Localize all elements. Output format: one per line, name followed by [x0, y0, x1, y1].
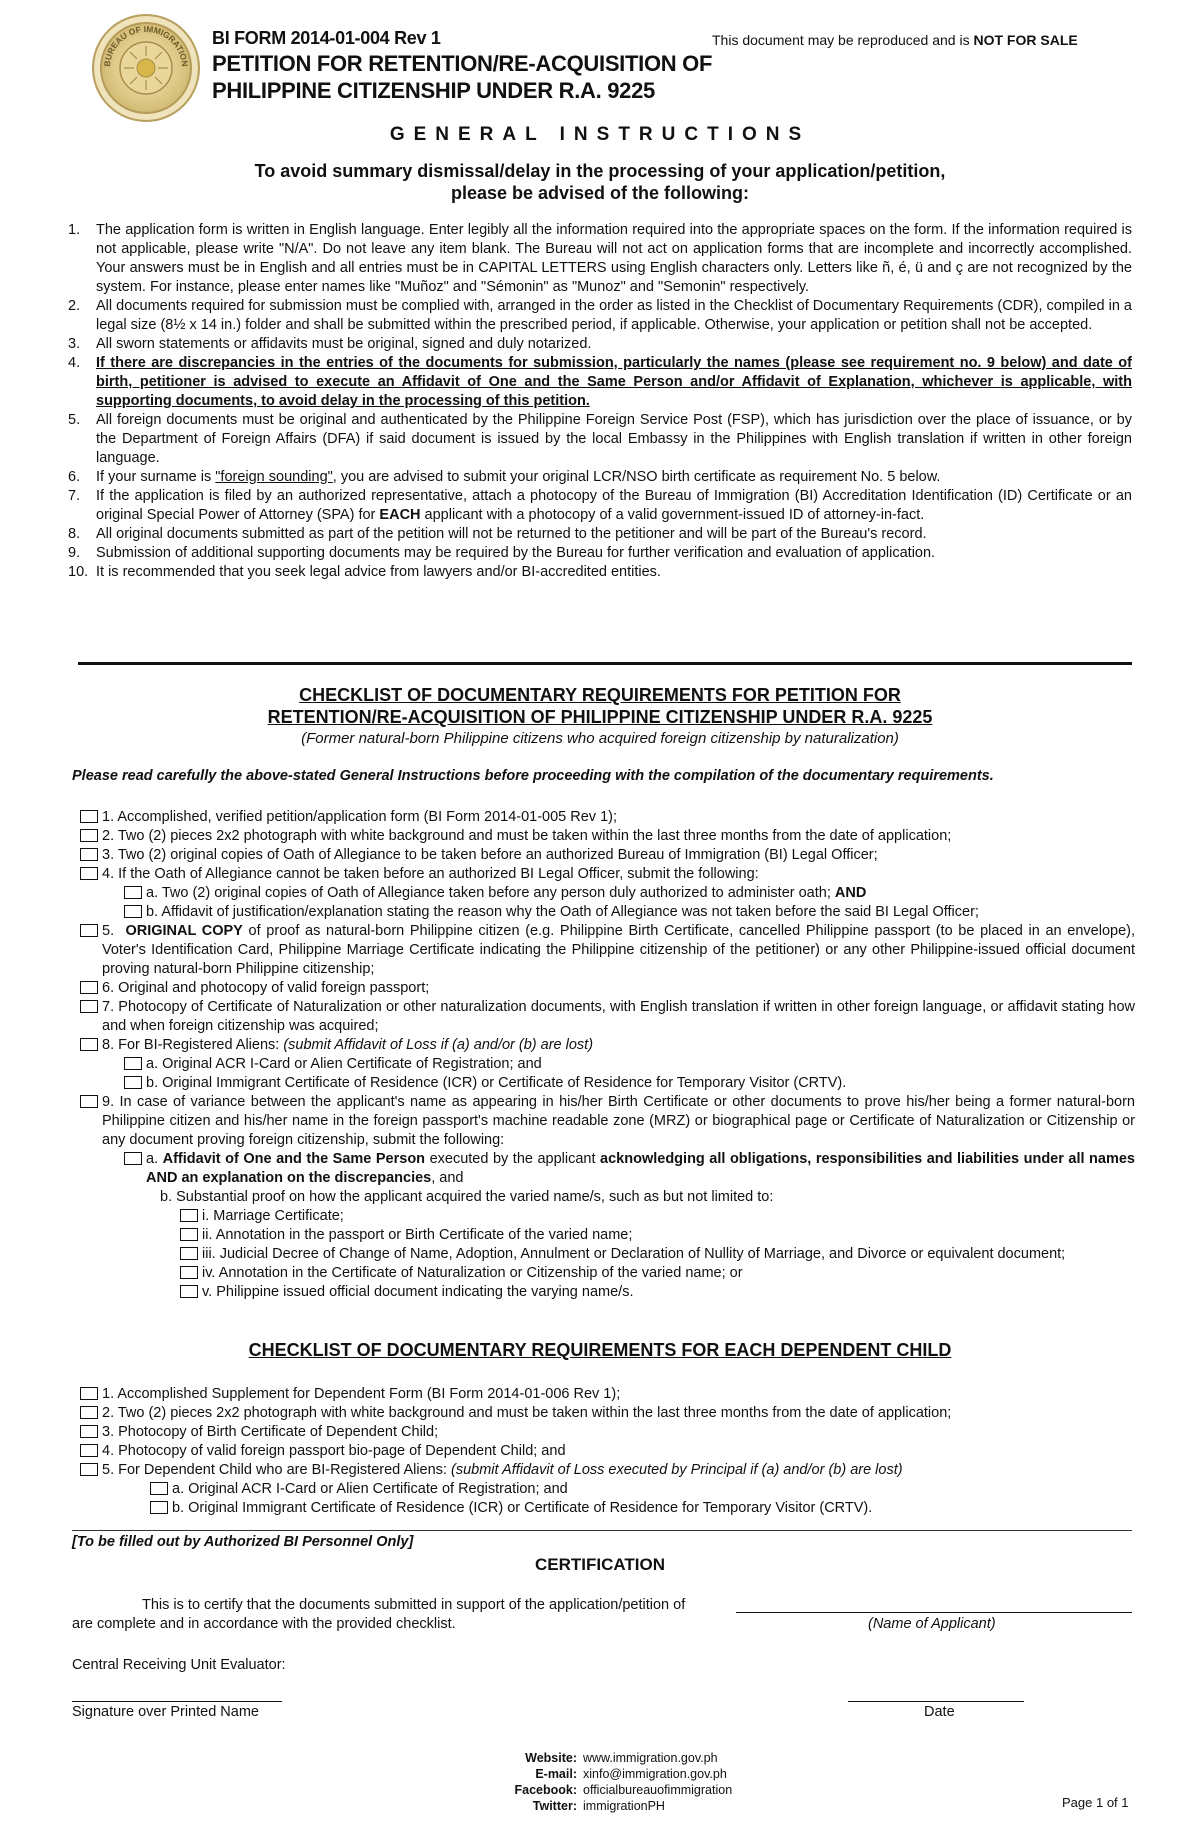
- instruction-text: If your surname is "foreign sounding", you are advised to submit your original LCR/NSO birth certificate as requirement No. 5 below.: [96, 469, 941, 485]
- section-divider: [78, 662, 1132, 665]
- certification-text-cont: are complete and in accordance with the provided checklist.: [72, 1616, 456, 1632]
- instructions-list: [68, 221, 1132, 582]
- checkbox[interactable]: [80, 1000, 98, 1013]
- checkbox[interactable]: [80, 1038, 98, 1051]
- list-item: 2. Two (2) pieces 2x2 photograph with white background and must be taken within the last three months from the date of application;: [80, 827, 1135, 846]
- list-item: 3. Photocopy of Birth Certificate of Dependent Child;: [80, 1423, 1135, 1442]
- instruction-number: 2.: [68, 298, 81, 314]
- list-item: a. Affidavit of One and the Same Person executed by the applicant acknowledging all obligations, responsibilities and liabilities under all names AND an explanation on the discrepancies, and: [80, 1150, 1135, 1188]
- instruction-item: [68, 544, 1132, 563]
- list-item: ii. Annotation in the passport or Birth Certificate of the varied name;: [80, 1226, 1135, 1245]
- instruction-text: The application form is written in English language. Enter legibly all the information required into the appropriate spaces on the form. If the information required is not applicable, please write "N/A". Do not leave any item blank. The Bureau will not act on application forms that are incomplete and incorrectly accomplished. Your answers must be in English and all entries must be in CAPITAL LETTERS using English characters only. Letters like ñ, é, ü and ç are not recognized by the system. For instance, please enter names like "Muñoz" and "Sémonin" as "Munoz" and "Semonin" respectively.: [96, 222, 1132, 295]
- twitter-link[interactable]: immigrationPH: [583, 1799, 665, 1813]
- checkbox[interactable]: [80, 1444, 98, 1457]
- certification-heading: CERTIFICATION: [534, 1555, 665, 1574]
- instruction-item: [68, 354, 1132, 411]
- email-link[interactable]: xinfo@immigration.gov.ph: [583, 1767, 727, 1781]
- checkbox[interactable]: [150, 1501, 168, 1514]
- list-item: 3. Two (2) original copies of Oath of Allegiance to be taken before an authorized Bureau of Immigration (BI) Legal Officer;: [80, 846, 1135, 865]
- list-item: 1. Accomplished Supplement for Dependent Form (BI Form 2014-01-006 Rev 1);: [80, 1385, 1135, 1404]
- list-item: 5. For Dependent Child who are BI-Registered Aliens: (submit Affidavit of Loss executed by Principal if (a) and/or (b) are lost): [80, 1461, 1135, 1480]
- instruction-number: 9.: [68, 545, 81, 561]
- instruction-text: All documents required for submission must be complied with, arranged in the order as listed in the Checklist of Documentary Requirements (CDR), compiled in a legal size (8½ x 14 in.) folder and shall be submitted within the prescribed period, if applicable. Otherwise, your application or petition shall not be accepted.: [96, 298, 1132, 333]
- list-item: 2. Two (2) pieces 2x2 photograph with white background and must be taken within the last three months from the date of application;: [80, 1404, 1135, 1423]
- instruction-item: [68, 487, 1132, 525]
- instruction-number: 6.: [68, 469, 81, 485]
- instruction-number: 4.: [68, 355, 81, 371]
- list-item: 9. In case of variance between the applicant's name as appearing in his/her Birth Certificate or other documents to prove his/her being a former natural-born Philippine citizen and his/her name in the foreign passport's machine readable zone (MRZ) or biographical page or Certificate of Naturalization or Citizenship or any document proving foreign citizenship, submit the following:: [80, 1093, 1135, 1150]
- document-title: PETITION FOR RETENTION/RE-ACQUISITION OF PHILIPPINE CITIZENSHIP UNDER R.A. 9225: [212, 51, 713, 103]
- checkbox[interactable]: [80, 867, 98, 880]
- list-item: a. Original ACR I-Card or Alien Certificate of Registration; and: [80, 1055, 1135, 1074]
- instruction-item: [68, 563, 1132, 582]
- checkbox[interactable]: [80, 1425, 98, 1438]
- list-item: a. Two (2) original copies of Oath of Allegiance taken before any person duly authorized to administer oath; AND: [80, 884, 1135, 903]
- section-divider: [72, 1530, 1132, 1531]
- date-field[interactable]: [848, 1701, 1024, 1702]
- personnel-only-note: [To be filled out by Authorized BI Personnel Only]: [72, 1534, 414, 1550]
- general-instructions-heading: GENERAL INSTRUCTIONS: [389, 124, 811, 145]
- page-number: Page 1 of 1: [1062, 1795, 1129, 1810]
- instruction-item: [68, 335, 1132, 354]
- form-code: BI FORM 2014-01-004 Rev 1: [212, 28, 441, 48]
- dependent-child-checklist-title: CHECKLIST OF DOCUMENTARY REQUIREMENTS FOR EACH DEPENDENT CHILD: [248, 1340, 952, 1360]
- instruction-number: 5.: [68, 412, 81, 428]
- list-item: b. Original Immigrant Certificate of Residence (ICR) or Certificate of Residence for Temporary Visitor (CRTV).: [80, 1074, 1135, 1093]
- list-item: 8. For BI-Registered Aliens: (submit Affidavit of Loss if (a) and/or (b) are lost): [80, 1036, 1135, 1055]
- instruction-number: 10.: [68, 564, 89, 580]
- date-label: Date: [924, 1704, 955, 1720]
- facebook-link[interactable]: officialbureauofimmigration: [583, 1783, 733, 1797]
- list-item: i. Marriage Certificate;: [80, 1207, 1135, 1226]
- instruction-text: If the application is filed by an authorized representative, attach a photocopy of the Bureau of Immigration (BI) Accreditation Identification (ID) Certificate or an original Special Power of Attorney (SPA) for EACH applicant with a photocopy of a valid government-issued ID of attorney-in-fact.: [96, 488, 1132, 523]
- instruction-number: 3.: [68, 336, 81, 352]
- instruction-item: [68, 297, 1132, 335]
- list-item: a. Original ACR I-Card or Alien Certificate of Registration; and: [80, 1480, 1135, 1499]
- list-item: 7. Photocopy of Certificate of Naturalization or other naturalization documents, with English translation if written in other foreign language, or affidavit stating how and when foreign citizenship was acquired;: [80, 998, 1135, 1036]
- checkbox[interactable]: [180, 1209, 198, 1222]
- instruction-text: Submission of additional supporting documents may be required by the Bureau for further verification and evaluation of application.: [96, 545, 936, 561]
- signature-label: Signature over Printed Name: [72, 1704, 259, 1720]
- checkbox[interactable]: [80, 848, 98, 861]
- instruction-text: If there are discrepancies in the entries of the documents for submission, particularly the names (please see requirement no. 9 below) and date of birth, petitioner is advised to execute an Affidavit of One and the Same Person and/or Affidavit of Explanation, whichever is applicable, with supporting documents, to avoid delay in the processing of this petition.: [96, 355, 1132, 409]
- checkbox[interactable]: [124, 1152, 142, 1165]
- instruction-text: All foreign documents must be original and authenticated by the Philippine Foreign Service Post (FSP), which has jurisdiction over the place of issuance, or by the Department of Foreign Affairs (DFA) if said document is issued by the local Embassy in the Philippines with English translation if written in other foreign language.: [96, 412, 1132, 466]
- checkbox[interactable]: [80, 829, 98, 842]
- instruction-text: All sworn statements or affidavits must be original, signed and duly notarized.: [96, 336, 592, 352]
- checkbox[interactable]: [80, 1387, 98, 1400]
- evaluator-label: Central Receiving Unit Evaluator:: [72, 1657, 286, 1673]
- website-link[interactable]: www.immigration.gov.ph: [583, 1751, 718, 1765]
- instruction-text: All original documents submitted as part of the petition will not be returned to the petitioner and will be part of the Bureau's record.: [96, 526, 927, 542]
- list-item: iii. Judicial Decree of Change of Name, Adoption, Annulment or Declaration of Nullity of Marriage, and Divorce or equivalent document;: [80, 1245, 1135, 1264]
- checkbox[interactable]: [80, 810, 98, 823]
- instruction-item: [68, 411, 1132, 468]
- checklist-note: Please read carefully the above-stated General Instructions before proceeding with the compilation of the documentary requirements.: [72, 768, 994, 784]
- reproduction-note: This document may be reproduced and is NOT FOR SALE: [712, 32, 1078, 48]
- applicant-name-label: (Name of Applicant): [868, 1616, 996, 1632]
- checkbox[interactable]: [80, 1095, 98, 1108]
- list-item: 4. Photocopy of valid foreign passport bio-page of Dependent Child; and: [80, 1442, 1135, 1461]
- contact-footer: Website: www.immigration.gov.ph E-mail: xinfo@immigration.gov.ph Facebook: officialbureauofimmigration Twitter: immigrationPH: [0, 1750, 1200, 1814]
- checkbox[interactable]: [124, 1076, 142, 1089]
- bureau-seal-logo: [92, 14, 200, 122]
- checklist-subtitle: (Former natural-born Philippine citizens who acquired foreign citizenship by naturalization): [301, 730, 899, 747]
- checkbox[interactable]: [150, 1482, 168, 1495]
- instruction-number: 8.: [68, 526, 81, 542]
- checklist-title: CHECKLIST OF DOCUMENTARY REQUIREMENTS FOR PETITION FOR RETENTION/RE-ACQUISITION OF PHILIPPINE CITIZENSHIP UNDER R.A. 9225: [267, 685, 933, 727]
- dependent-child-checklist: [80, 1385, 1135, 1518]
- instruction-number: 7.: [68, 488, 81, 504]
- checkbox[interactable]: [180, 1247, 198, 1260]
- checkbox[interactable]: [80, 924, 98, 937]
- instruction-item: [68, 221, 1132, 297]
- checkbox[interactable]: [80, 1463, 98, 1476]
- list-item: 1. Accomplished, verified petition/application form (BI Form 2014-01-005 Rev 1);: [80, 808, 1135, 827]
- list-item: b. Affidavit of justification/explanation stating the reason why the Oath of Allegiance was not taken before the said BI Legal Officer;: [80, 903, 1135, 922]
- list-item: iv. Annotation in the Certificate of Naturalization or Citizenship of the varied name; or: [80, 1264, 1135, 1283]
- svg-text:BUREAU OF IMMIGRATION: BUREAU OF IMMIGRATION: [101, 23, 191, 68]
- instruction-number: 1.: [68, 222, 81, 238]
- list-item: v. Philippine issued official document indicating the varying name/s.: [80, 1283, 1135, 1302]
- checkbox[interactable]: [180, 1266, 198, 1279]
- instruction-item: [68, 525, 1132, 544]
- checkbox[interactable]: [124, 1057, 142, 1070]
- checkbox[interactable]: [124, 886, 142, 899]
- certification-text: This is to certify that the documents submitted in support of the application/petition of: [142, 1597, 686, 1613]
- list-item: 4. If the Oath of Allegiance cannot be taken before an authorized BI Legal Officer, submit the following:: [80, 865, 1135, 884]
- list-item: b. Substantial proof on how the applicant acquired the varied name/s, such as but not limited to:: [160, 1189, 774, 1205]
- list-item: 6. Original and photocopy of valid foreign passport;: [80, 979, 1135, 998]
- list-item: 5. ORIGINAL COPY of proof as natural-born Philippine citizen (e.g. Philippine Birth Certificate, cancelled Philippine passport (to be placed in an envelope), Voter's Identification Card, Philippine Marriage Certificate indicating the Philippine citizenship of the petitioner) or any other Philippine-issued official document proving natural-born Philippine citizenship;: [80, 922, 1135, 979]
- instruction-text: It is recommended that you seek legal advice from lawyers and/or BI-accredited entities.: [96, 564, 661, 580]
- applicant-name-field[interactable]: [736, 1612, 1132, 1613]
- signature-field[interactable]: [72, 1701, 282, 1702]
- instructions-warning: To avoid summary dismissal/delay in the processing of your application/petition, please be advised of the following:: [254, 161, 946, 203]
- checkbox[interactable]: [80, 981, 98, 994]
- list-item: b. Original Immigrant Certificate of Residence (ICR) or Certificate of Residence for Temporary Visitor (CRTV).: [80, 1499, 1135, 1518]
- instruction-item: [68, 468, 1132, 487]
- checkbox[interactable]: [180, 1228, 198, 1241]
- checkbox[interactable]: [124, 905, 142, 918]
- checkbox[interactable]: [180, 1285, 198, 1298]
- petition-checklist: [80, 808, 1135, 1302]
- checkbox[interactable]: [80, 1406, 98, 1419]
